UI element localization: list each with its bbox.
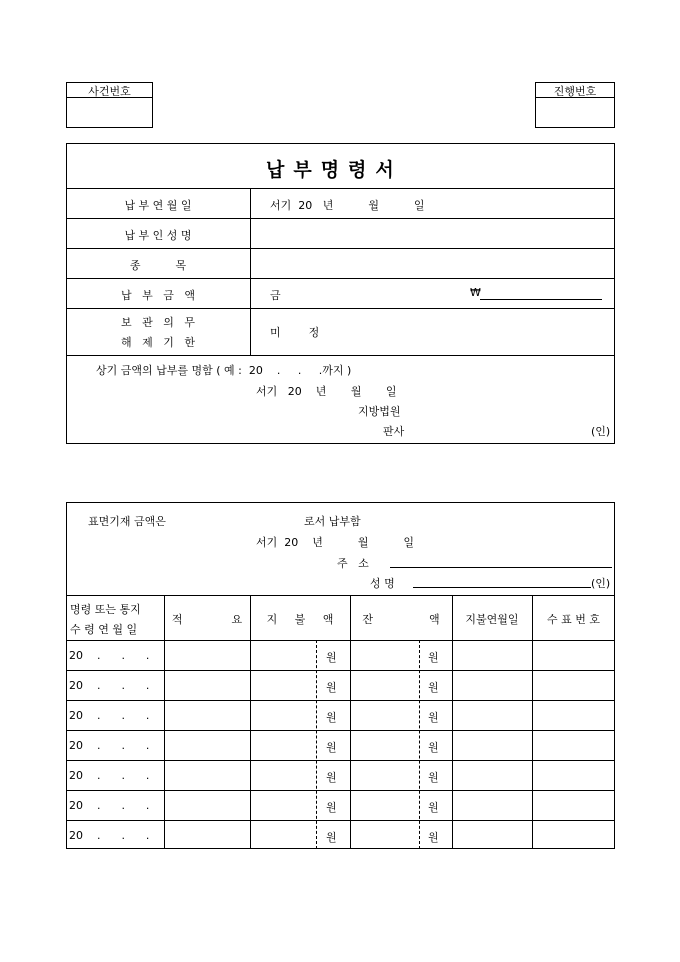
balance-unit: 원: [428, 831, 439, 844]
order-row-line: [66, 218, 615, 219]
table-row-line: [66, 760, 615, 761]
progress-number-label: 진행번호: [553, 85, 597, 98]
payment-date-value: 서기 20 년 월 일: [270, 199, 425, 212]
balance-unit: 원: [428, 651, 439, 664]
payer-name-label: 납 부 인 성 명: [124, 229, 192, 242]
paid-unit: 원: [326, 651, 337, 664]
order-row-line: [66, 278, 615, 279]
table-row-date: 20 . . .: [69, 829, 150, 842]
amount-underline: [480, 299, 602, 300]
balance-unit: 원: [428, 681, 439, 694]
order-row-line: [66, 308, 615, 309]
payment-order-title: 납부명령서: [266, 159, 403, 181]
col-summary-header: 적 요: [171, 613, 243, 626]
receipt-statement: 표면기재 금액은: [88, 515, 166, 528]
order-row-line: [66, 188, 615, 189]
receipt-statement-tail: 로서 납부함: [304, 515, 361, 528]
table-row-line: [66, 820, 615, 821]
table-row-line: [66, 790, 615, 791]
address-label: 주 소: [337, 557, 369, 570]
amount-prefix: 금: [270, 289, 281, 302]
order-date-line: 서기 20 년 월 일: [256, 385, 397, 398]
balance-unit: 원: [428, 801, 439, 814]
receipt-col-line: [164, 595, 165, 849]
paid-unit: 원: [326, 681, 337, 694]
paid-unit: 원: [326, 711, 337, 724]
item-label: 종 목: [129, 259, 187, 272]
currency-symbol: ₩: [470, 286, 481, 299]
table-row-line: [66, 670, 615, 671]
name-label: 성 명: [370, 577, 395, 590]
judge-seal: (인): [591, 425, 611, 438]
receipt-date-line: 서기 20 년 월 일: [256, 536, 415, 549]
receipt-col-line: [350, 595, 351, 849]
order-row-line: [66, 248, 615, 249]
table-row-date: 20 . . .: [69, 679, 150, 692]
case-number-label: 사건번호: [88, 85, 131, 98]
payment-date-label: 납 부 연 월 일: [124, 199, 192, 212]
paid-unit-divider: [316, 640, 317, 849]
paid-unit: 원: [326, 801, 337, 814]
court-name: 지방법원: [358, 405, 401, 418]
custody-label-line2: 해 제 기 한: [121, 336, 195, 349]
order-notice: 상기 금액의 납부를 명함 ( 예 : 20 . . .까지 ): [96, 364, 352, 377]
table-row-date: 20 . . .: [69, 649, 150, 662]
balance-unit: 원: [428, 771, 439, 784]
name-underline: [413, 587, 591, 588]
col-date-header-line1: 명령 또는 통지: [70, 603, 141, 616]
judge-label: 판사: [383, 425, 405, 438]
balance-unit: 원: [428, 711, 439, 724]
receipt-col-line: [250, 595, 251, 849]
table-row-date: 20 . . .: [69, 739, 150, 752]
table-row-line: [66, 700, 615, 701]
balance-unit: 원: [428, 741, 439, 754]
paid-unit: 원: [326, 741, 337, 754]
receipt-seal: (인): [591, 577, 611, 590]
col-paid-date-header: 지불연월일: [465, 613, 519, 626]
custody-value: 미 정: [270, 326, 320, 339]
table-row-date: 20 . . .: [69, 709, 150, 722]
paid-unit: 원: [326, 831, 337, 844]
col-ticket-header: 수 표 번 호: [547, 613, 600, 626]
col-paid-header: 지 불 액: [266, 613, 334, 626]
order-column-line: [250, 188, 251, 355]
receipt-col-line: [452, 595, 453, 849]
table-row-date: 20 . . .: [69, 799, 150, 812]
table-row-date: 20 . . .: [69, 769, 150, 782]
paid-unit: 원: [326, 771, 337, 784]
balance-unit-divider: [419, 640, 420, 849]
custody-label-line1: 보 관 의 무: [121, 316, 195, 329]
receipt-col-line: [532, 595, 533, 849]
col-date-header-line2: 수 령 연 월 일: [70, 623, 138, 636]
order-row-line: [66, 355, 615, 356]
table-row-line: [66, 730, 615, 731]
payment-amount-label: 납 부 금 액: [121, 289, 195, 302]
address-underline: [390, 567, 612, 568]
col-balance-header: 잔 액: [362, 613, 440, 626]
